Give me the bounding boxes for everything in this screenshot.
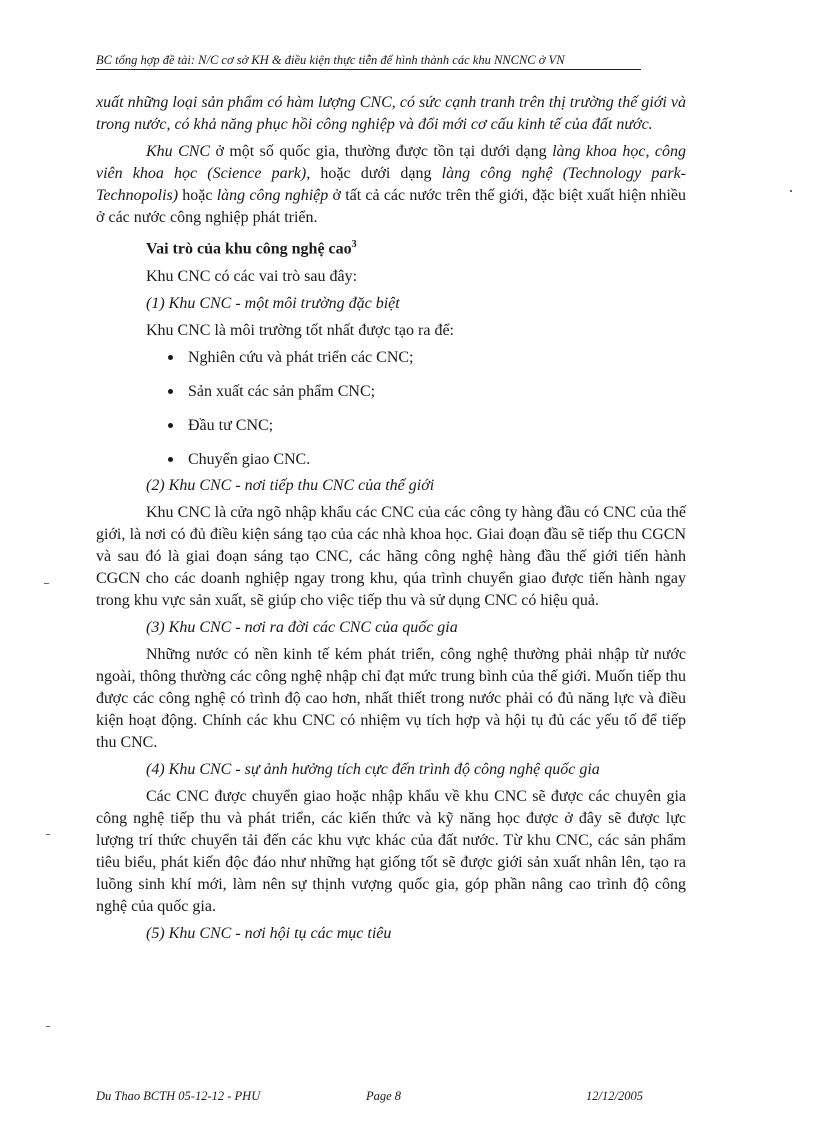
role-5-title: (5) Khu CNC - nơi hội tụ các mục tiêu	[146, 925, 392, 943]
scan-mark	[46, 834, 50, 835]
footnote-marker: 3	[351, 239, 357, 250]
list-item	[168, 449, 686, 471]
section-heading	[96, 234, 686, 260]
role-3-title: (3) Khu CNC - nơi ra đời các CNC của quốc gia	[146, 619, 458, 637]
role-1-text: Khu CNC là môi trường tốt nhất được tạo ra để:	[146, 322, 454, 340]
term-industrial-village: làng công nghiệp	[216, 187, 329, 204]
text-run: hoặc dưới dạng	[310, 165, 442, 182]
list-item	[168, 381, 686, 403]
text-run: ở tất cả các nước trên thế giới, đặc biệt xuất hiện nhiều ở các nước công nghiệp phát triển.	[96, 187, 687, 226]
paragraph-hightech-forms	[96, 141, 686, 229]
role-3-text: Những nước có nền kinh tế kém phát triển, công nghệ thường phải nhập từ nước ngoài, thông thường các công nghệ nhập chỉ đạt mức trung bình của thế giới. Muốn tiếp thu được các công nghệ có trình độ cao hơn, nhất thiết trong nước phải có đủ năng lực và điều kiện hoạt động. Chính các khu CNC có nhiệm vụ tích hợp và hội tụ đủ các yếu tố để tiếp thu CNC.	[96, 646, 686, 752]
document-body	[96, 92, 686, 950]
bullet-icon	[168, 457, 173, 462]
paragraph-continuation: xuất những loại sản phẩm có hàm lượng CNC, có sức cạnh tranh trên thị trường thế giới và trong nước, có khả năng phục hồi công nghiệp và đổi mới cơ cấu kinh tế của đất nước.	[96, 94, 686, 133]
term-hightech-zone: Khu CNC	[146, 143, 211, 160]
role-1-title: (1) Khu CNC - một môi trường đặc biệt	[146, 295, 400, 313]
text-run: hoặc	[178, 187, 217, 204]
role-2-title: (2) Khu CNC - nơi tiếp thu CNC của thế giới	[146, 477, 435, 495]
bullet-icon	[168, 389, 173, 394]
scan-mark	[790, 190, 792, 192]
footer-draft-label: Du Thao BCTH 05-12-12 - PHU	[96, 1089, 261, 1103]
role-2-text: Khu CNC là cửa ngõ nhập khẩu các CNC của các công ty hàng đầu có CNC của thế giới, là nơi có đủ điều kiện sáng tạo của các nhà khoa học. Giai đoạn đầu sẽ tiếp thu CGCN và sau đó là giai đoạn sáng tạo CNC, các hãng công nghệ hàng đầu thế giới tiến hành CGCN cho các doanh nghiệp ngay trong khu, qúa trình chuyển giao được tiến hành ngay trong khu vực sản xuất, sẽ giúp cho việc tiếp thu và sử dụng CNC có hiệu quả.	[96, 504, 686, 610]
list-item	[168, 415, 686, 437]
term-technopolis: làng công nghệ (Technology park-Technopolis)	[96, 165, 687, 204]
bullet-icon	[168, 355, 173, 360]
list-item	[168, 347, 686, 369]
footer-page-number: Page 8	[366, 1089, 402, 1103]
text-run: ở một số quốc gia, thường được tồn tại dưới dạng	[210, 143, 553, 160]
roles-intro: Khu CNC có các vai trò sau đây:	[146, 268, 358, 286]
bullet-list	[96, 347, 686, 471]
list-item-text: Chuyển giao CNC.	[188, 451, 311, 469]
scan-mark	[44, 583, 49, 584]
list-item-text: Sản xuất các sản phẩm CNC;	[188, 383, 376, 401]
term-science-park: làng khoa học, công viên khoa học (Science park),	[96, 143, 687, 182]
list-item-text: Nghiên cứu và phát triển các CNC;	[188, 349, 414, 367]
role-4-title: (4) Khu CNC - sự ảnh hưởng tích cực đến trình độ công nghệ quốc gia	[146, 761, 600, 779]
scan-mark	[46, 1026, 50, 1027]
page-header: BC tổng hợp đề tài: N/C cơ sở KH & điều kiện thực tiễn để hình thành các khu NNCNC ở VN	[96, 52, 641, 70]
heading-text: Vai trò của khu công nghệ cao	[146, 240, 352, 258]
role-4-text: Các CNC được chuyển giao hoặc nhập khẩu về khu CNC sẽ được các chuyên gia công nghệ tiếp thu và phát triển, các kiến thức và kỹ năng học được ở đây sẽ được lực lượng trí thức chuyển tải đến các khu vực khác của đất nước. Từ khu CNC, các sản phẩm tiêu biểu, phát kiến độc đáo như những hạt giống tốt sẽ được giới sản xuất nhân lên, tạo ra luồng sinh khí mới, làm nên sự thịnh vượng quốc gia, góp phần nâng cao trình độ công nghệ của quốc gia.	[96, 788, 686, 916]
bullet-icon	[168, 423, 173, 428]
footer-date: 12/12/2005	[586, 1089, 643, 1103]
list-item-text: Đầu tư CNC;	[188, 417, 274, 435]
